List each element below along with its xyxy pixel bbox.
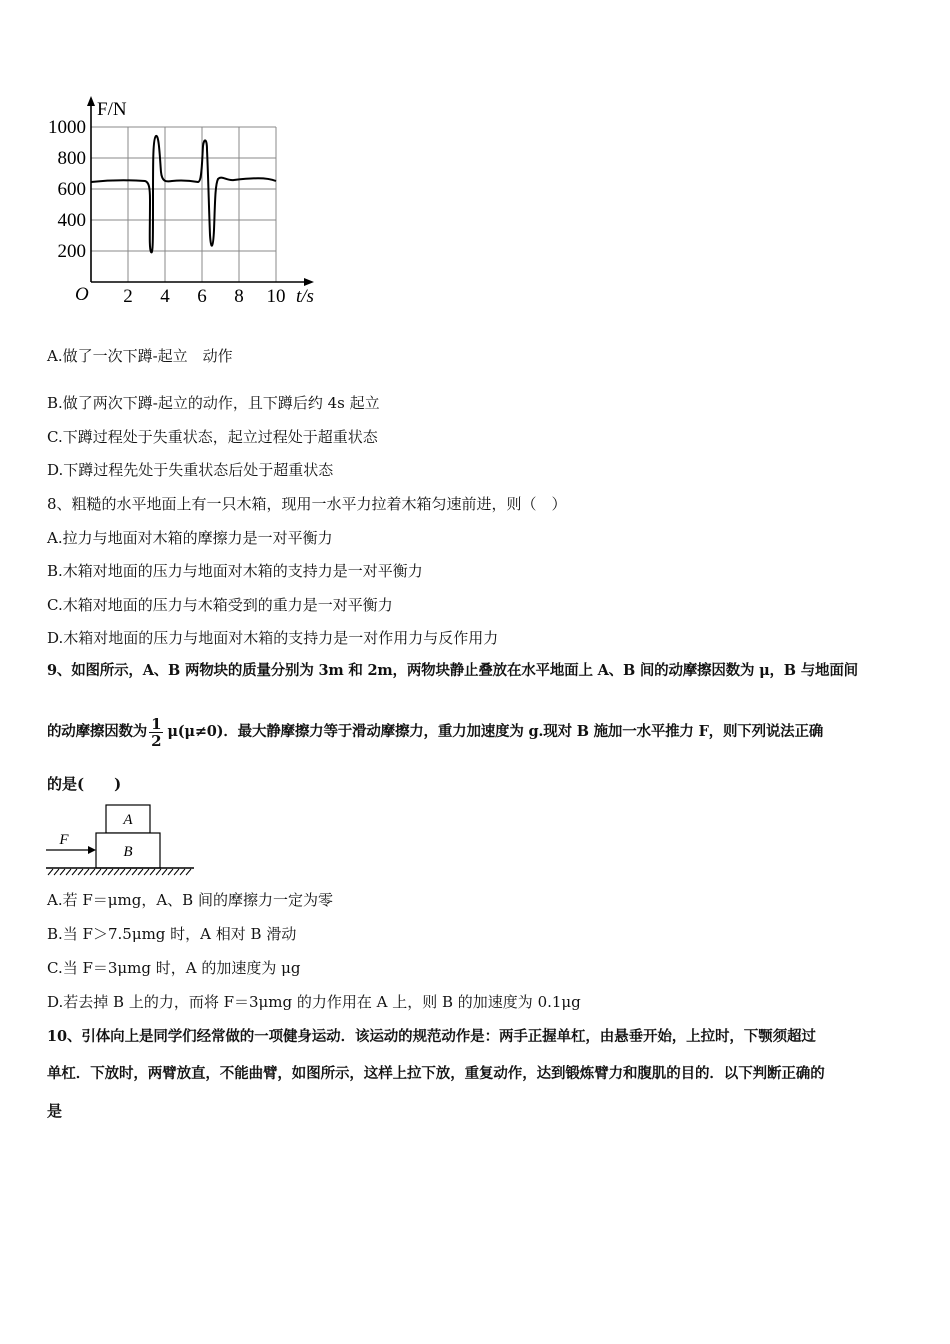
block-b-label: B bbox=[123, 844, 133, 860]
y-tick-200: 200 bbox=[57, 241, 86, 262]
y-tick-400: 400 bbox=[57, 210, 86, 231]
q8-option-a: A.拉力与地面对木箱的摩擦力是一对平衡力 bbox=[47, 529, 333, 547]
q9-stem-line2-pre: 的动摩擦因数为 bbox=[47, 723, 148, 740]
q7-option-a: A.做了一次下蹲-起立 动作 bbox=[47, 347, 233, 365]
ground-hatching bbox=[48, 869, 191, 875]
force-time-graph bbox=[30, 90, 330, 315]
y-tick-1000: 1000 bbox=[48, 117, 86, 138]
q9-stem-line3: 的是( ) bbox=[47, 775, 122, 793]
force-arrow-head bbox=[88, 846, 96, 854]
y-tick-600: 600 bbox=[57, 179, 86, 200]
x-tick-10: 10 bbox=[266, 286, 286, 307]
q9-stem-line2-post: μ(μ≠0)．最大静摩擦力等于滑动摩擦力，重力加速度为 g.现对 B 施加一水平推力 F，则下列说法正确 bbox=[167, 723, 824, 740]
y-axis-label: F/N bbox=[97, 99, 127, 120]
q9-option-d: D.若去掉 B 上的力，而将 F＝3μmg 的力作用在 A 上，则 B 的加速度为 0.1μg bbox=[47, 993, 581, 1011]
q9-option-a: A.若 F＝μmg，A、B 间的摩擦力一定为零 bbox=[47, 891, 333, 909]
x-axis-arrow bbox=[304, 278, 314, 286]
fraction-denominator: 2 bbox=[151, 731, 162, 750]
x-tick-6: 6 bbox=[197, 286, 207, 307]
one-half-fraction bbox=[149, 716, 163, 749]
x-tick-4: 4 bbox=[160, 286, 170, 307]
q10-line2: 单杠．下放时，两臂放直，不能曲臂，如图所示，这样上拉下放，重复动作，达到锻炼臂力和腹肌的目的．以下判断正确的 bbox=[47, 1065, 825, 1082]
q8-option-b: B.木箱对地面的压力与地面对木箱的支持力是一对平衡力 bbox=[47, 562, 423, 580]
fraction-numerator: 1 bbox=[151, 714, 162, 733]
q8-stem: 8、粗糙的水平地面上有一只木箱，现用一水平力拉着木箱匀速前进，则（ ） bbox=[47, 495, 567, 513]
y-tick-800: 800 bbox=[57, 148, 86, 169]
q7-option-d: D.下蹲过程先处于失重状态后处于超重状态 bbox=[47, 461, 334, 479]
q10-line3: 是 bbox=[47, 1102, 63, 1120]
q9-option-b: B.当 F＞7.5μmg 时，A 相对 B 滑动 bbox=[47, 925, 297, 943]
q9-option-c: C.当 F＝3μmg 时，A 的加速度为 μg bbox=[47, 959, 301, 977]
graph-grid bbox=[91, 127, 276, 282]
force-curve bbox=[91, 136, 276, 252]
force-label: F bbox=[59, 832, 69, 848]
q9-stem-line1: 9、如图所示，A、B 两物块的质量分别为 3m 和 2m，两物块静止叠放在水平地面上 A、B 间的动摩擦因数为 μ，B 与地面间 bbox=[47, 662, 858, 679]
q10-line1: 10、引体向上是同学们经常做的一项健身运动．该运动的规范动作是：两手正握单杠，由悬垂开始，上拉时，下颚须超过 bbox=[47, 1028, 816, 1045]
blocks-figure bbox=[44, 800, 196, 880]
y-axis-arrow bbox=[87, 96, 95, 106]
x-tick-8: 8 bbox=[234, 286, 244, 307]
origin-label: O bbox=[75, 284, 89, 305]
q7-option-c: C.下蹲过程处于失重状态，起立过程处于超重状态 bbox=[47, 428, 378, 446]
q9-stem-line2 bbox=[47, 712, 823, 752]
q8-option-d: D.木箱对地面的压力与地面对木箱的支持力是一对作用力与反作用力 bbox=[47, 629, 499, 647]
block-a-label: A bbox=[123, 812, 133, 828]
q8-option-c: C.木箱对地面的压力与木箱受到的重力是一对平衡力 bbox=[47, 596, 393, 614]
x-axis-label: t/s bbox=[296, 286, 314, 307]
q7-option-b: B.做了两次下蹲-起立的动作，且下蹲后约 4s 起立 bbox=[47, 394, 380, 412]
x-tick-2: 2 bbox=[123, 286, 133, 307]
